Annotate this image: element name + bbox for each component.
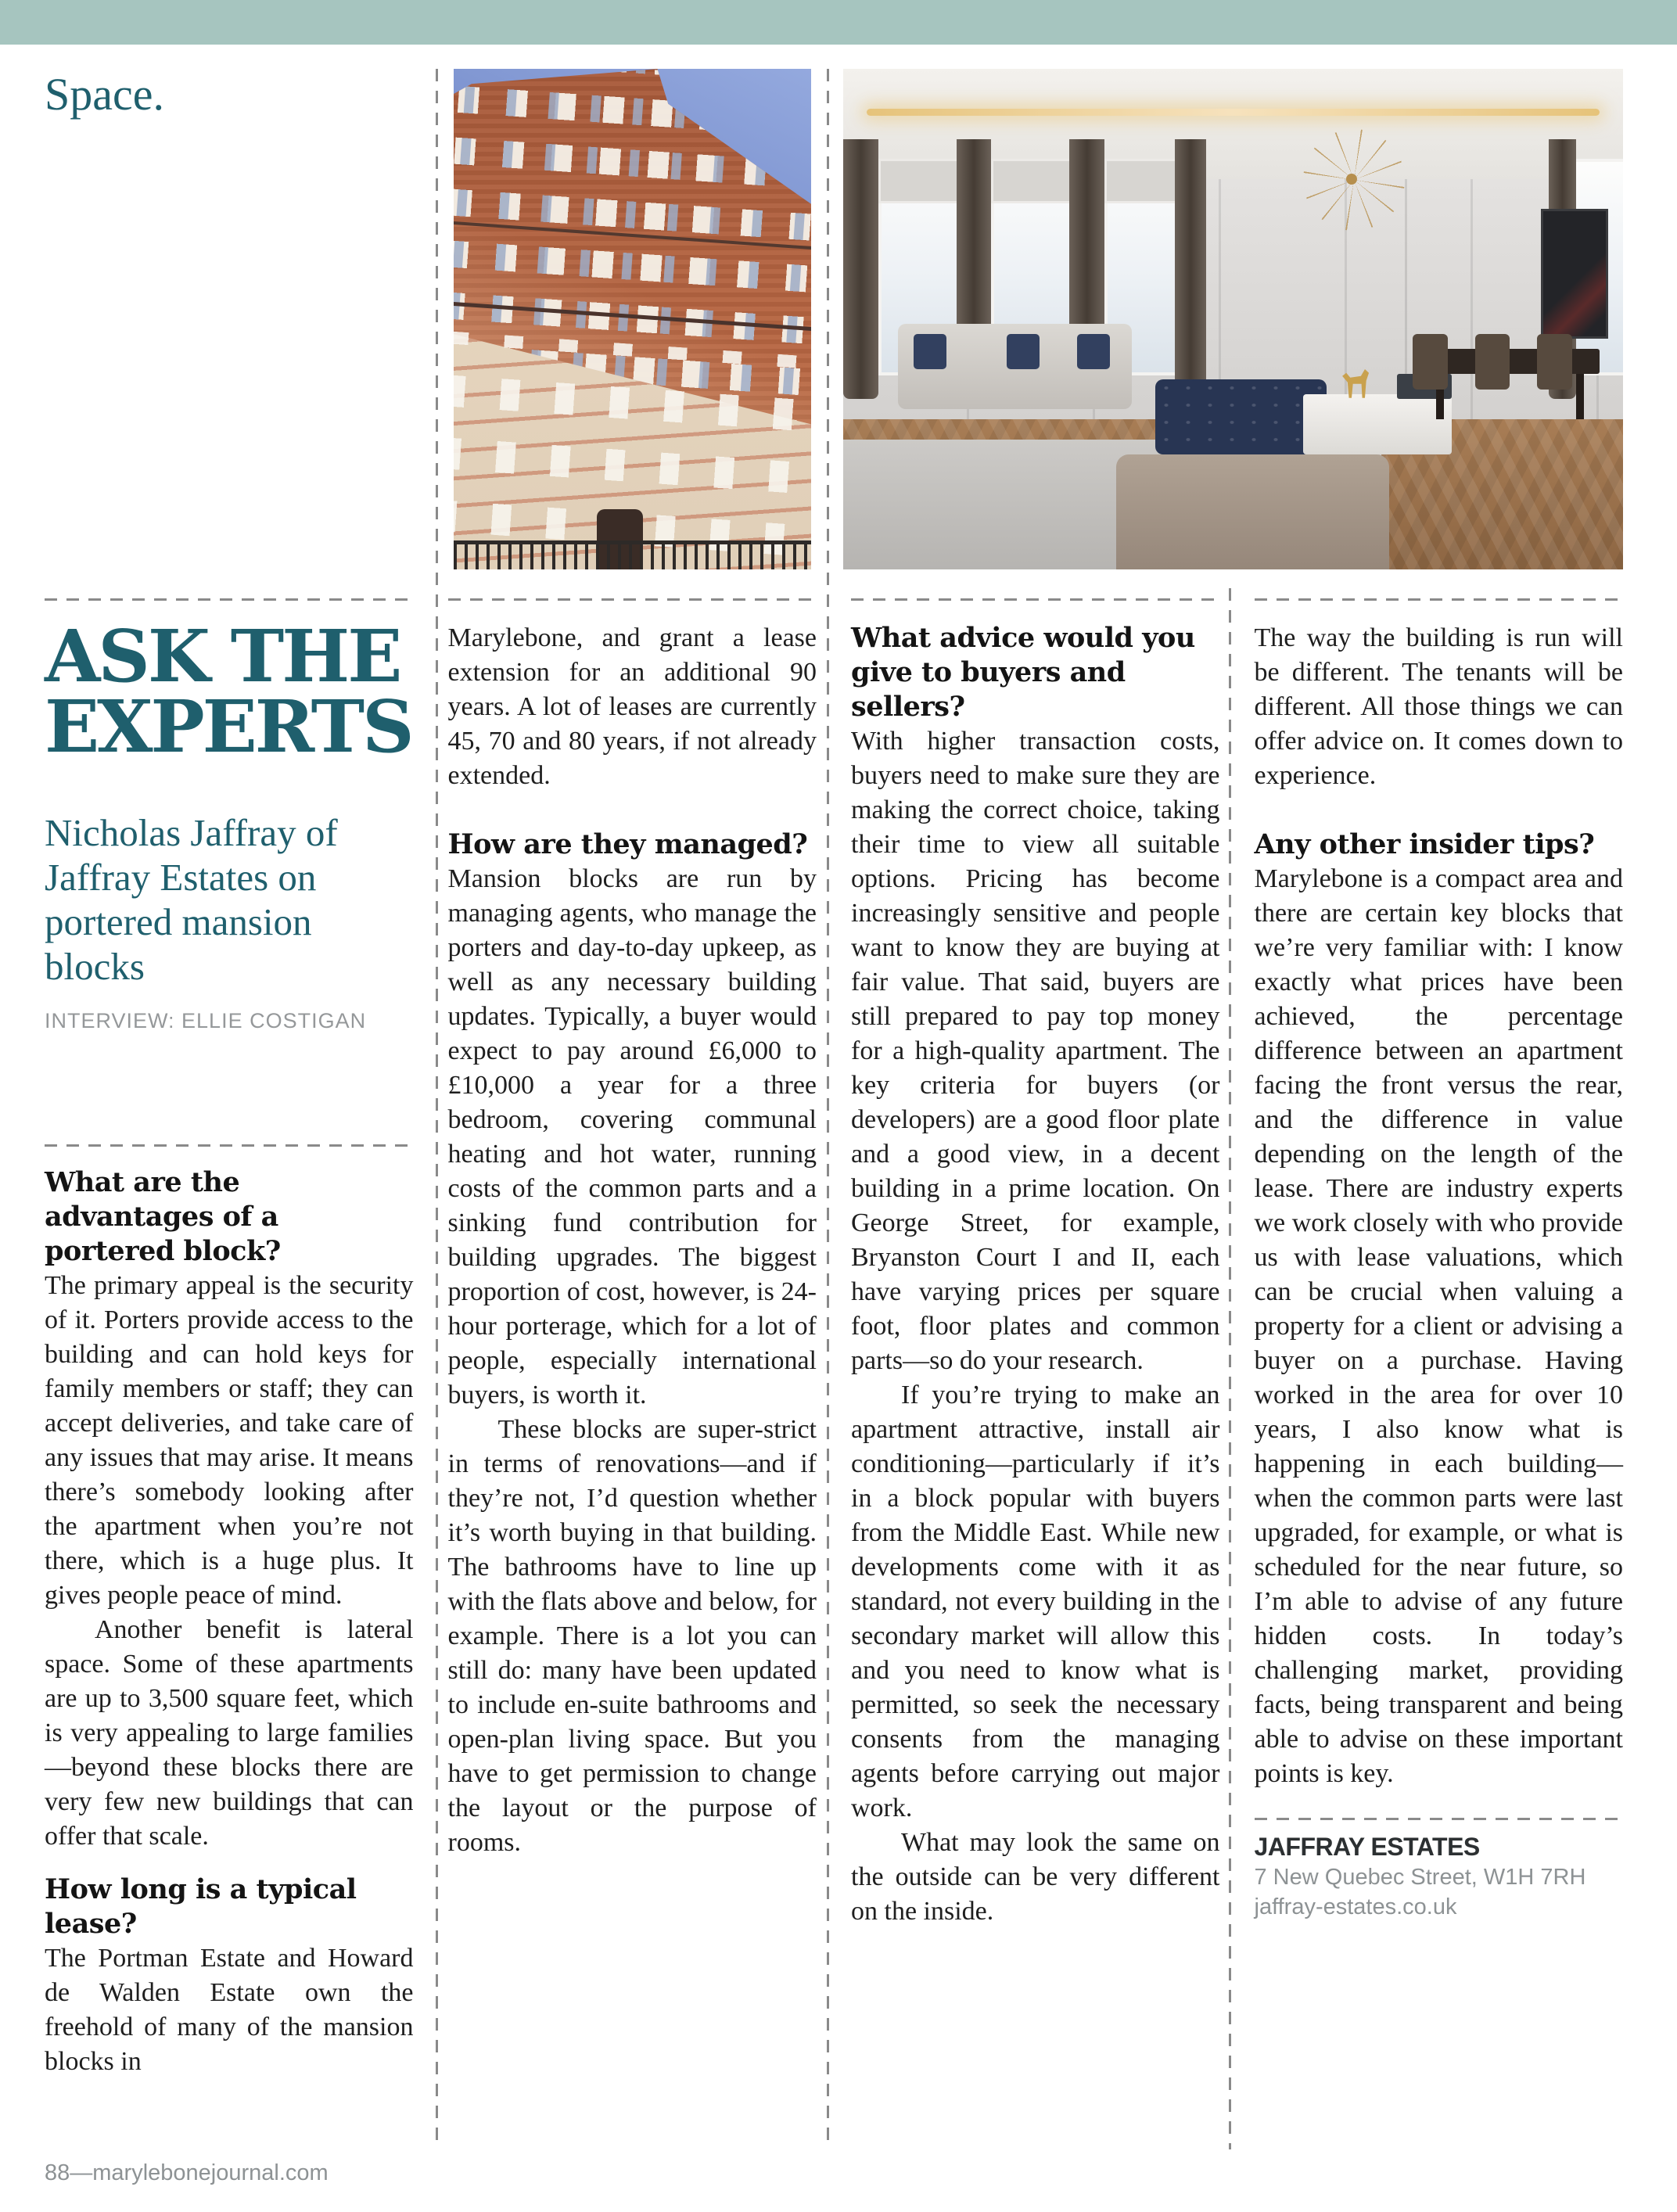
answer-paragraph: The primary appeal is the security of it. Porters provide access to the building and can hold keys for family members or staff; they can accept deliveries, and take care of any issues that may arise. It means there’s somebody looking after the apartment when you’re not there, which is a huge plus. It gives people peace of mind. [45,1270,414,1610]
qa-block [448,621,817,1860]
top-color-bar [0,0,1677,45]
roman-blind [1104,159,1180,203]
coffee-table [1303,394,1451,454]
title-line: ASK THE [45,614,400,698]
column-2 [448,598,817,2079]
section-label: Space. [45,69,164,120]
dining-chair [1413,334,1448,389]
answer-paragraph: Mansion blocks are run by managing agents, who manage the porters and day-to-day upkeep, as well as any necessary building updates. Typically, a buyer would expect to pay around £6,000 to £10,000 a year for a three bedroom, covering communal heating and hot water, running costs of the common parts and a sinking fund contribution for building upgrades. The biggest proportion of cost, however, is 24-hour porterage, which for a lot of people, especially international buyers, is worth it. [447,864,817,1409]
contact-address: 7 New Quebec Street, W1H 7RH [1254,1865,1586,1890]
roman-blind [878,159,961,203]
contact-website: jaffray-estates.co.uk [1254,1894,1457,1919]
column-3 [851,598,1220,2079]
wall-artwork [1541,209,1608,339]
answer-paragraph: The way the building is run will be different. The tenants will be different. All those things we can offer advice on. It comes down to experience. [1254,623,1623,790]
question: How are they managed? [447,828,808,860]
contact-block [1255,1831,1624,1922]
answer-paragraph: Another benefit is lateral space. Some of these apartments are up to 3,500 square feet, which is very appealing to large families—beyond these blocks there are very few new buildings that can offer that scale. [45,1614,414,1851]
article-title [45,614,414,770]
dashed-rule [1255,1818,1624,1820]
contact-name: JAFFRAY ESTATES [1254,1833,1480,1861]
navy-cushion [1007,334,1040,369]
answer-paragraph: What may look the same on the outside can be very different on the inside. [851,1828,1220,1926]
qa-block [45,1165,414,2079]
curtain [1175,139,1206,400]
cove-light [867,109,1600,116]
interior-photo [843,69,1623,569]
column-4 [1255,598,1624,2079]
dashed-rule [448,598,817,601]
standfirst: Nicholas Jaffray of Jaffray Estates on portered mansion blocks [45,810,338,988]
street-railings [454,540,811,569]
answer-paragraph: If you’re trying to make an apartment attractive, install air conditioning—particularly if it’s in a block popular with buyers from the Middle East. While new developments come with it as standard, not every building in the secondary market will allow this and you need to know what is permitted, so seek the necessary consents from the managing agents before carrying out major work. [851,1381,1220,1822]
answer-paragraph: With higher transaction costs, buyers need to make sure they are making the correct choice, taking their time to view all suitable options. Pricing has become increasingly sensitive and people want to know they are buying at fair value. That said, buyers are still prepared to pay top money for a high-quality apartment. The key criteria for buyers (or developers) are a good floor plate and a good view, in a decent building in a prime location. On George Street, for example, Bryanston Court I and II, each have varying prices per square foot, floor plates and common parts—so do your research. [851,727,1220,1375]
table-leg [1576,374,1584,419]
navy-cushion [914,334,946,369]
answer-paragraph: These blocks are super-strict in terms of renovations—and if they’re not, I’d question whether it’s worth buying in that building. The bathrooms have to line up with the flats above and below, for example. There is a lot you can still do: many have been updated to include en-suite bathrooms and open-plan living space. But you have to get permission to change the layout or the purpose of rooms. [447,1415,817,1857]
tufted-ottoman [1155,379,1327,454]
question: What are the advantages of a portered block? [45,1165,281,1267]
page-footer: 88—marylebonejournal.com [45,2160,329,2185]
title-line: EXPERTS [45,684,412,770]
sofa [1116,454,1389,569]
column-1 [45,598,414,2079]
byline: INTERVIEW: ELLIE COSTIGAN [45,1008,367,1032]
qa-block [1255,621,1624,1791]
question: Any other insider tips? [1254,828,1595,860]
curtain [843,139,878,400]
dashed-rule [1255,598,1624,601]
roman-blind [991,159,1074,203]
answer-paragraph: Marylebone is a compact area and there are certain key blocks that we’re very familiar with: I know exactly what prices have been achieved, the percentage difference between an apartment facing the front versus the rear, and the difference in value depending on the length of the lease. There are industry experts we work closely with who provide us with lease valuations, which can be crucial when valuing a property for a client or advising a buyer on a purchase. Having worked in the area for over 10 years, I also know what is happening in each building—when the common parts were last upgraded, for example, or what is scheduled for the near future, so I’m able to advise of any future hidden costs. In today’s challenging market, providing facts, being transparent and being able to advise on these important points is key. [1254,864,1623,1788]
answer-paragraph: The Portman Estate and Howard de Walden Estate own the freehold of many of the mansion blocks in [45,1943,414,2076]
dashed-rule [851,598,1220,601]
navy-cushion [1077,334,1110,369]
question: What advice would you give to buyers and sellers? [851,622,1195,723]
dashed-rule [45,598,414,601]
dining-chair [1475,334,1510,389]
answer-paragraph: Marylebone, and grant a lease extension for an additional 90 years. A lot of leases are currently 45, 70 and 80 years, if not already extended. [447,623,817,790]
dashed-rule [45,1144,414,1147]
article-columns [45,598,1623,2079]
dining-chair [1537,334,1572,389]
building-photo [454,69,811,569]
question: How long is a typical lease? [45,1873,357,1940]
qa-block [851,621,1220,1929]
